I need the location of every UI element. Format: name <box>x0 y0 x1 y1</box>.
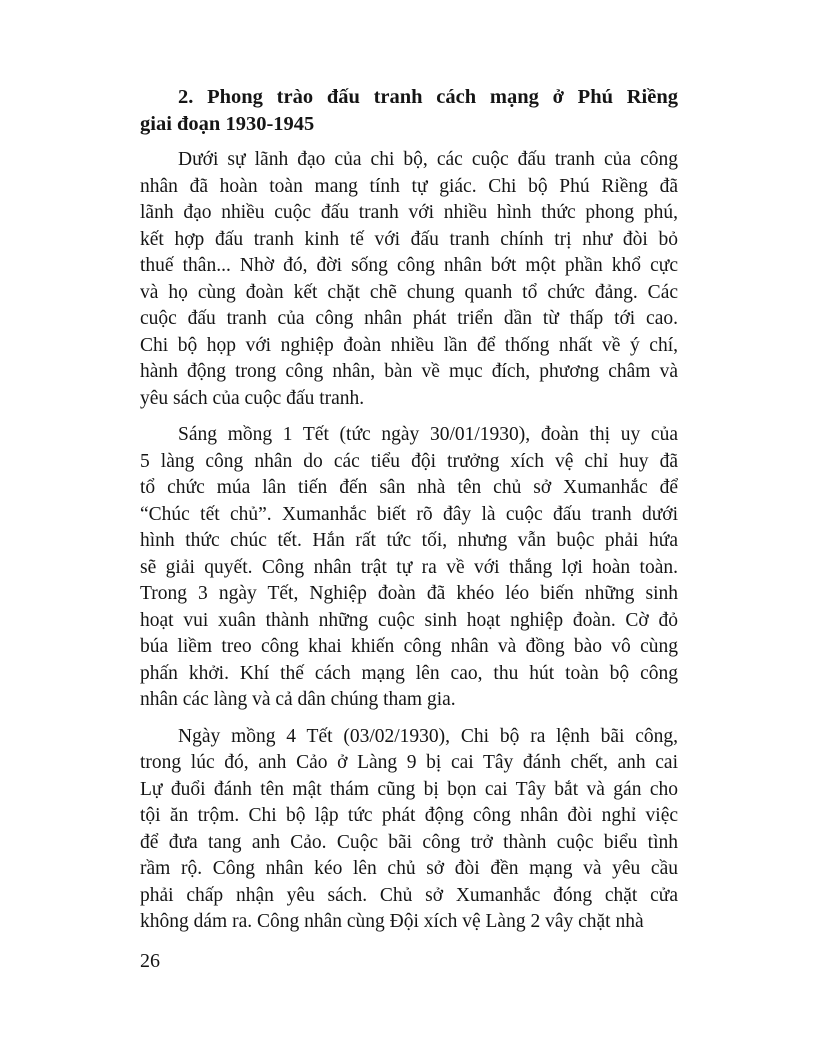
body-line: búa liềm treo công khai khiến công nhân và đồng bào vô cùng <box>140 636 678 657</box>
body-line: thuế thân... Nhờ đó, đời sống công nhân bớt một phần khổ cực <box>140 255 678 276</box>
body-line: Ngày mồng 4 Tết (03/02/1930), Chi bộ ra lệnh bãi công, <box>178 725 678 747</box>
body-line: tổ chức múa lân tiến đến sân nhà tên chủ sở Xumanhắc để <box>140 477 678 498</box>
body-line: hình thức chúc tết. Hắn rất tức tối, nhưng vẫn buộc phải hứa <box>140 530 678 551</box>
body-line: Dưới sự lãnh đạo của chi bộ, các cuộc đấu tranh của công <box>178 149 678 170</box>
body-line: nhân đã hoàn toàn mang tính tự giác. Chi bộ Phú Riềng đã <box>140 175 678 197</box>
body-line: cuộc đấu tranh của công nhân phát triển dần từ thấp tới cao. <box>140 308 678 329</box>
body-line: hành động trong công nhân, bàn về mục đích, phương châm và <box>140 361 678 382</box>
body-line: Sáng mồng 1 Tết (tức ngày 30/01/1930), đoàn thị uy của <box>178 424 678 445</box>
body-line: 5 làng công nhân do các tiểu đội trưởng xích vệ chỉ huy đã <box>140 450 678 472</box>
body-line: rầm rộ. Công nhân kéo lên chủ sở đòi đền mạng và yêu cầu <box>140 858 678 879</box>
body-line: phải chấp nhận yêu sách. Chủ sở Xumanhắc đóng chặt cửa <box>140 884 678 906</box>
body-line: tội ăn trộm. Chi bộ lập tức phát động công nhân đòi nghỉ việc <box>140 805 678 826</box>
paragraph <box>140 724 678 936</box>
body-line: sẽ giải quyết. Công nhân trật tự ra về với thắng lợi hoàn toàn. <box>140 556 678 578</box>
page-number: 26 <box>140 949 160 972</box>
body-line: không dám ra. Công nhân cùng Đội xích vệ Làng 2 vây chặt nhà <box>140 911 644 932</box>
body-line: nhân các làng và cả dân chúng tham gia. <box>140 689 456 710</box>
body-line: kết hợp đấu tranh kinh tế với đấu tranh chính trị như đòi bỏ <box>140 228 678 250</box>
body-line: Trong 3 ngày Tết, Nghiệp đoàn đã khéo léo biến những sinh <box>140 583 678 604</box>
heading-line: giai đoạn 1930-1945 <box>140 113 315 135</box>
body-line: và họ cùng đoàn kết chặt chẽ chung quanh tổ chức đảng. Các <box>140 281 678 303</box>
paragraph <box>140 422 678 714</box>
body-line: hoạt vui xuân thành những cuộc sinh hoạt nghiệp đoàn. Cờ đỏ <box>140 609 678 631</box>
body-line: lãnh đạo nhiều cuộc đấu tranh với nhiều hình thức phong phú, <box>140 202 678 223</box>
section-heading <box>140 84 678 138</box>
body-paragraphs <box>140 147 678 936</box>
body-line: Chi bộ họp với nghiệp đoàn nhiều lần để thống nhất về ý chí, <box>140 334 678 356</box>
heading-line: 2. Phong trào đấu tranh cách mạng ở Phú Riềng <box>178 86 678 108</box>
body-line: để đưa tang anh Cảo. Cuộc bãi công trở thành cuộc biểu tình <box>140 831 678 853</box>
body-line: “Chúc tết chủ”. Xumanhắc biết rõ đây là cuộc đấu tranh dưới <box>140 503 678 525</box>
body-line: yêu sách của cuộc đấu tranh. <box>140 387 365 409</box>
paragraph <box>140 147 678 412</box>
text-block <box>140 84 678 973</box>
body-line: phấn khởi. Khí thế cách mạng lên cao, thu hút toàn bộ công <box>140 662 678 684</box>
body-line: Lự đuổi đánh tên mật thám cũng bị bọn cai Tây bắt và gán cho <box>140 778 678 800</box>
body-line: trong lúc đó, anh Cảo ở Làng 9 bị cai Tây đánh chết, anh cai <box>140 752 678 773</box>
